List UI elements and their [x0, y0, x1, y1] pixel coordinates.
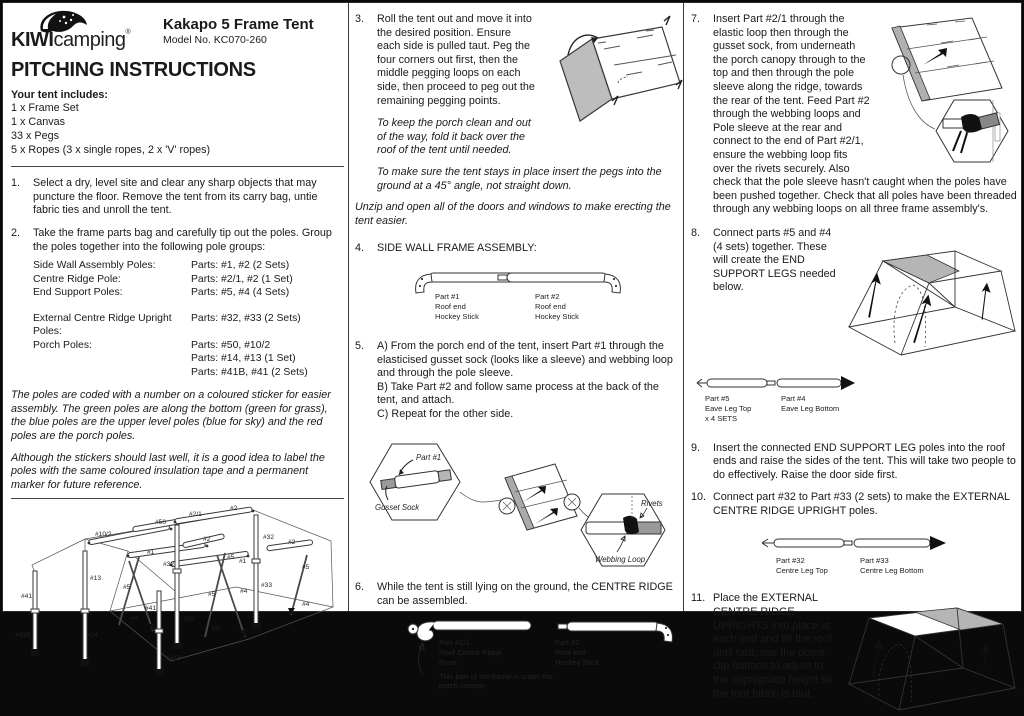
step-number: 9. — [691, 441, 701, 454]
step-9 — [691, 442, 1019, 483]
includes-heading: Your tent includes: — [11, 89, 108, 101]
includes-item: 1 x Canvas — [11, 116, 66, 129]
frame-label: #4 — [131, 615, 139, 623]
frame-label: #41 — [21, 593, 33, 601]
note-pole-labelling: Although the stickers should last well, it is a good idea to label the poles with the same coloured insulation tape and a permanent marker for future reference. — [11, 451, 325, 491]
kiwi-camping-logo — [11, 11, 163, 53]
instruction-sheet — [2, 2, 1022, 700]
frame-label: #4 — [212, 625, 220, 633]
step-11-region — [691, 592, 1019, 701]
frame-label: #13 — [90, 575, 102, 583]
header — [11, 11, 344, 53]
step-number: 11. — [691, 592, 706, 605]
diagram-annotation: This part of the frame is under the — [439, 671, 553, 681]
step-7-region — [691, 13, 1019, 217]
frame-label: #32 — [263, 534, 275, 542]
frame-label: #2 — [203, 536, 211, 544]
pole-group-label — [33, 366, 191, 380]
note-unzip: Unzip and open all of the doors and windows to make erecting the tent easier. — [355, 201, 671, 227]
diagram-label: Part #1 — [416, 453, 442, 463]
diagram-label: Centre Leg Bottom — [860, 566, 924, 576]
diagram-label: Eave Leg Top — [705, 403, 752, 413]
column-1 — [11, 3, 344, 663]
frame-label: #2 — [230, 505, 238, 513]
step-number: 10. — [691, 491, 707, 504]
step-number: 3. — [355, 13, 365, 25]
product-model: Model No. KC070-260 — [163, 33, 267, 46]
frame-label: #5 — [208, 591, 216, 599]
pole-group-label: Centre Ridge Pole: — [33, 273, 121, 285]
pole-group-row — [33, 273, 344, 287]
step-number: 4. — [355, 242, 365, 255]
step-text: Roll the tent out and move it into the desired position. Ensure each side is pulled taut. Peg the four corners out first, then the middle pegging loops on each side, then proceed to peg out the remaining pegging points. — [377, 13, 535, 107]
diagram-annotation: porch canopy — [439, 680, 485, 690]
diagram-label: Roof end — [555, 647, 586, 657]
step-text-b: B) Take Part #2 and follow same process at the back of the tent, and attach. — [377, 380, 659, 407]
centre-leg-diagram-wrap — [691, 527, 1019, 586]
eave-leg-parts-diagram — [691, 365, 859, 429]
step-text: While the tent is still lying on the ground, the CENTRE RIDGE can be assembled. — [377, 581, 673, 608]
step-text-a: A) From the porch end of the tent, insert Part #1 through the elasticised gusset sock (looks like a sleeve) and webbing loop and through the pole sleeve. — [377, 339, 673, 380]
pole-group-parts: Parts: #1, #2 (2 Sets) — [191, 260, 290, 272]
centre-leg-parts-diagram — [750, 527, 960, 581]
frame-label: #50 — [155, 519, 167, 527]
diagram-label: Webbing Loop — [595, 555, 646, 565]
step-text-c: C) Repeat for the other side. — [377, 407, 514, 420]
step-3-region — [355, 13, 680, 193]
step-1 — [11, 177, 344, 218]
registered-mark: ® — [125, 29, 131, 36]
pole-group-parts: Parts: #14, #13 (1 Set) — [191, 353, 296, 365]
step-8-region — [691, 227, 1019, 434]
pole-group-label: Side Wall Assembly Poles: — [33, 260, 156, 272]
pole-group-label: End Support Poles: — [33, 287, 123, 299]
diagram-label: Hockey Stick — [534, 311, 579, 321]
pole-group-row — [33, 352, 344, 366]
step-number: 8. — [691, 226, 701, 239]
diagram-label: Part #1 — [434, 291, 459, 301]
brand-text — [11, 29, 130, 52]
frame-label: #33 — [183, 616, 195, 624]
step-text: Place the EXTERNAL CENTRE RIDGE UPRIGHTS into place at each end and lift the roof until taut, use the dome clip buttons to adjust to the appropriate height so the tent fabric is taut. — [713, 592, 833, 700]
diagram-label: Part #4 — [781, 393, 806, 403]
pole-group-row — [33, 339, 344, 353]
step-10 — [691, 491, 1019, 518]
step-text: Select a dry, level site and clear any sharp objects that may puncture the floor. Remove the tent from its carry bag, untie fabric ties and unroll the tent. — [33, 177, 318, 217]
step-text: Insert the connected END SUPPORT LEG poles into the roof ends and raise the sides of the tent. This will take two people to do effectively. Raise the door side first. — [713, 441, 1016, 481]
includes-item: 1 x Frame Set — [11, 102, 79, 114]
diagram-label: Part #2/1 — [439, 637, 470, 647]
frame-label: #2 — [288, 539, 296, 547]
centre-ridge-diagram — [395, 613, 695, 691]
diagram-label: Hockey Stick — [434, 311, 479, 321]
pole-groups-table — [33, 259, 344, 379]
step-8 — [691, 227, 1019, 295]
diagram-label: Part #32 — [776, 556, 805, 566]
diagram-label: Gusset Sock — [375, 503, 420, 513]
diagram-label: Part #2 — [555, 637, 580, 647]
step-number: 1. — [11, 177, 21, 190]
step-2 — [11, 227, 344, 254]
product-title: Kakapo 5 Frame Tent — [163, 16, 314, 33]
diagram-label: Part #2 — [534, 291, 559, 301]
pole-group-parts: Parts: #5, #4 (4 Sets) — [191, 287, 290, 299]
hockey-stick-diagram-wrap — [355, 265, 680, 334]
pole-group-label: External Centre Ridge Upright Poles: — [33, 312, 172, 338]
frame-label: #32 — [163, 561, 175, 569]
frame-label: #41B — [166, 655, 182, 663]
frame-label: #41B — [15, 632, 31, 640]
step-5 — [355, 340, 680, 422]
diagram-label: Roof Centre Ridge — [439, 647, 502, 657]
step-6 — [355, 581, 680, 608]
gusset-sock-diagram — [355, 430, 677, 570]
pole-group-parts: Parts: #2/1, #2 (1 Set) — [191, 273, 293, 285]
column-divider-2 — [683, 3, 684, 611]
page-title: PITCHING INSTRUCTIONS — [11, 59, 256, 81]
diagram-label: Hockey Stick — [555, 657, 599, 667]
column-divider-1 — [348, 3, 349, 611]
pole-group-label — [33, 352, 191, 366]
brand-kiwi: KIWI — [11, 29, 54, 51]
diagram-label: Roof end — [434, 301, 466, 311]
frame-diagram-section — [11, 498, 344, 680]
pole-group-parts: Parts: #32, #33 (2 Sets) — [191, 312, 301, 324]
step-text: Connect parts #5 and #4 (4 sets) together. These will create the END SUPPORT LEGS needed below. — [713, 226, 836, 294]
frame-label: #4 — [240, 588, 248, 596]
frame-label: #5 — [123, 584, 131, 592]
diagram-label: Part #5 — [705, 393, 730, 403]
column-3 — [691, 3, 1019, 700]
frame-label: #5 — [227, 554, 235, 562]
step-text: SIDE WALL FRAME ASSEMBLY: — [377, 242, 537, 255]
frame-label: #10/2 — [95, 531, 112, 539]
pole-group-row — [33, 259, 344, 273]
step-11 — [691, 592, 1019, 701]
includes-item: 5 x Ropes (3 x single ropes, 2 x 'V' ropes) — [11, 144, 211, 157]
pole-group-parts: Parts: #41B, #41 (2 Sets) — [191, 366, 308, 378]
pole-group-row — [33, 366, 344, 380]
note-pole-colours: The poles are coded with a number on a coloured sticker for easier assembly. The green poles are along the bottom (green for grass), the blue poles are the upper level poles (blue for sky) and the red poles are the porch poles. — [11, 389, 331, 442]
step-7 — [691, 13, 1019, 217]
frame-label: #33 — [261, 582, 273, 590]
diagram-label: Rivets — [641, 499, 663, 509]
includes-item: 33 x Pegs — [11, 130, 60, 143]
pole-group-label: Porch Poles: — [33, 339, 92, 351]
step-text: Insert Part #2/1 through the elastic loop then through the gusset sock, from underneath the porch canopy through to the top and then through the pole sleeve along the ridge, towards the rear of the tent. Feed Part #2 through the webbing loops and Pole sleeve at the rear and connect to the end of Part #2/1, ensure the webbing loop fits over the rivets securely. Also check that the pole sleeve hasn't caught when the poles have been pushed together. Check that all poles have been threaded through any webbing loops on all three frame assembly's. — [713, 13, 1017, 216]
diagram-label: Front — [439, 657, 457, 667]
frame-label: #1 — [147, 549, 155, 557]
step-text: Take the frame parts bag and carefully tip out the poles. Group the poles together into the following pole groups: — [33, 226, 332, 253]
brand-camping: camping — [53, 29, 126, 51]
frame-assembly-diagram — [11, 499, 343, 675]
frame-label: #4 — [302, 601, 310, 609]
pole-group-row — [33, 312, 344, 339]
pole-group-parts: Parts: #50, #10/2 — [191, 339, 271, 351]
frame-label: #5 — [302, 564, 310, 572]
diagram-label: x 4 SETS — [705, 413, 738, 423]
step-number: 6. — [355, 581, 365, 594]
frame-label: #2/1 — [189, 511, 202, 519]
tent-includes — [11, 89, 344, 157]
hockey-stick-parts-diagram — [373, 265, 663, 329]
step-number: 2. — [11, 226, 21, 239]
step-number: 7. — [691, 13, 701, 25]
step-3 — [355, 13, 680, 108]
frame-label: #41 — [145, 605, 157, 613]
note-peg-angle: To make sure the tent stays in place insert the pegs into the ground at a 45° angle, not straight down. — [377, 165, 662, 192]
diagram-label: Eave Leg Bottom — [781, 403, 840, 413]
step-4 — [355, 242, 680, 256]
column-2 — [355, 3, 680, 690]
diagram-label: Part #33 — [860, 556, 889, 566]
step-number: 5. — [355, 339, 365, 352]
pole-group-row — [33, 286, 344, 300]
note-porch-fold: To keep the porch clean and out of the way, fold it back over the roof of the tent until needed. — [377, 117, 531, 157]
frame-label: #1 — [239, 558, 247, 566]
title-block — [163, 11, 314, 46]
frame-label: #14 — [87, 632, 99, 640]
steps-section — [11, 166, 344, 492]
diagram-label: Centre Leg Top — [776, 566, 828, 576]
diagram-label: Roof end — [534, 301, 566, 311]
step-text: Connect part #32 to Part #33 (2 sets) to make the EXTERNAL CENTRE RIDGE UPRIGHT poles. — [713, 491, 1010, 517]
